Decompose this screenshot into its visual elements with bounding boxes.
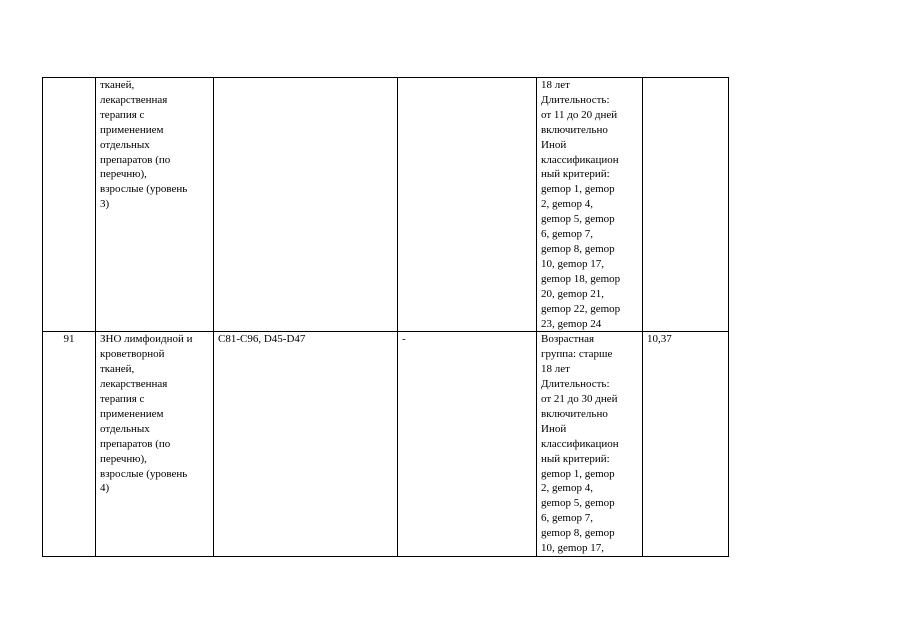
diagnosis-codes-cell: C81-C96, D45-D47 <box>214 332 398 557</box>
group-name-cell: тканей, лекарственная терапия с применением отдельных препаратов (по перечню), взрослые (уровень 3) <box>96 78 214 332</box>
service-codes-cell <box>398 78 537 332</box>
criteria-cell: 18 лет Длительность: от 11 до 20 дней включительно Иной классификацион ный критерий: gemop 1, gemop 2, gemop 4, gemop 5, gemop 6, gemop 7, gemop 8, gemop 10, gemop 17, gemop 18, gemop 20, gemop 21, gemop 22, gemop 23, gemop 24 <box>537 78 643 332</box>
diagnosis-codes-cell <box>214 78 398 332</box>
coefficient-cell: 10,37 <box>643 332 729 557</box>
row-number-cell: 91 <box>43 332 96 557</box>
tariff-table <box>42 77 729 557</box>
service-codes-cell: - <box>398 332 537 557</box>
row-number-cell <box>43 78 96 332</box>
table-row <box>43 332 729 557</box>
table-row <box>43 78 729 332</box>
criteria-cell: Возрастная группа: старше 18 лет Длительность: от 21 до 30 дней включительно Иной классификацион ный критерий: gemop 1, gemop 2, gemop 4, gemop 5, gemop 6, gemop 7, gemop 8, gemop 10, gemop 17, <box>537 332 643 557</box>
coefficient-cell <box>643 78 729 332</box>
group-name-cell: ЗНО лимфоидной и кроветворной тканей, лекарственная терапия с применением отдельных препаратов (по перечню), взрослые (уровень 4) <box>96 332 214 557</box>
